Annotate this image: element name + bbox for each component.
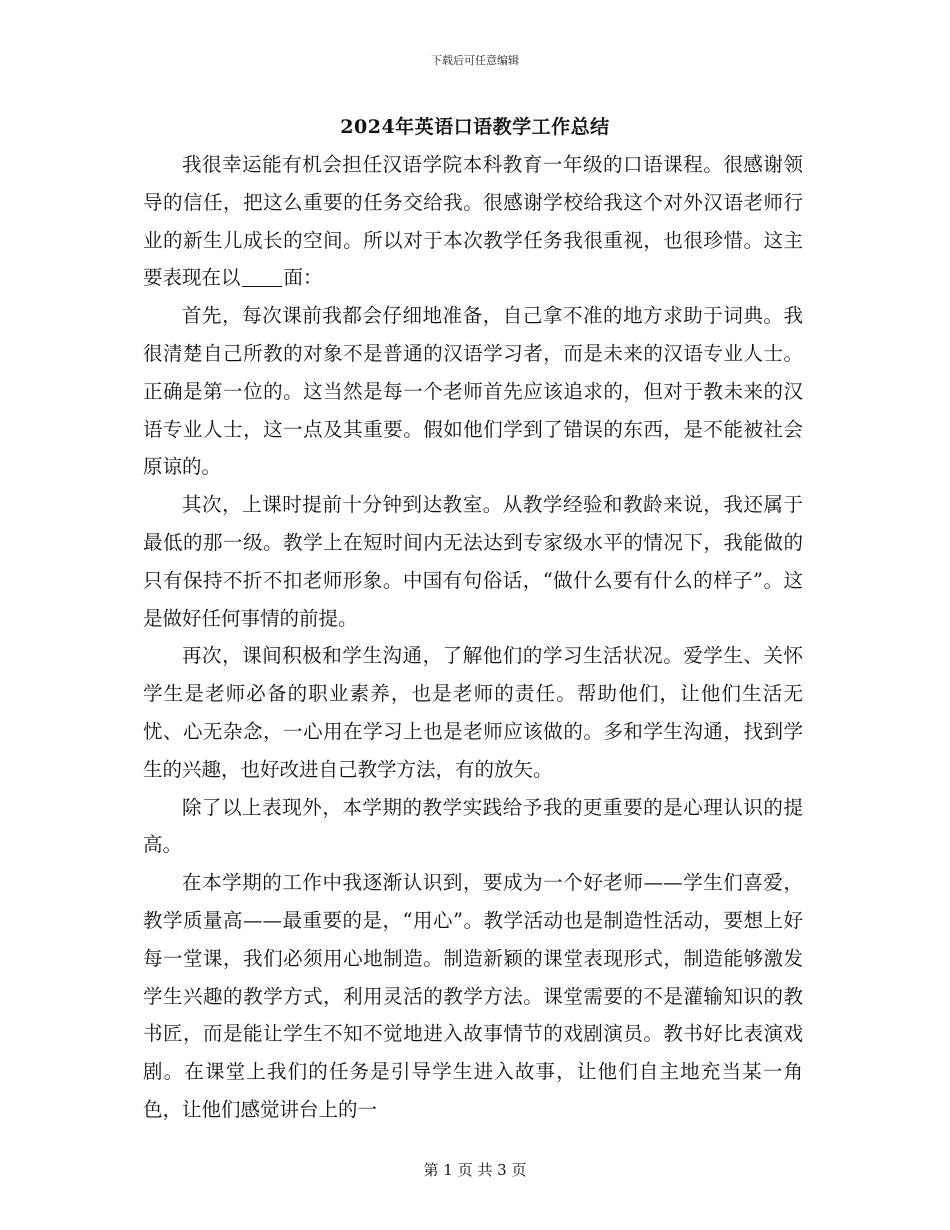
page-number: 第 1 页 共 3 页 [423,1161,527,1179]
document-body [143,146,803,1129]
paragraph-intro-tail: 面： [283,266,323,290]
paragraph-reflection: 在本学期的工作中我逐渐认识到，要成为一个好老师——学生们喜爱，教学质量高——最重要的是，“用心”。教学活动也是制造性活动，要想上好每一堂课，我们必须用心地制造。制造新颖的课堂表现形式，制造能够激发学生兴趣的教学方式，利用灵活的教学方法。课堂需要的不是灌输知识的教书匠，而是能让学生不知不觉地进入故事情节的戏剧演员。教书好比表演戏剧。在课堂上我们的任务是引导学生进入故事，让他们自主地充当某一角色，让他们感觉讲台上的一 [143,871,803,1121]
header-note: 下载后可任意编辑 [431,54,519,67]
paragraph-third: 再次，课间积极和学生沟通，了解他们的学习生活状况。爱学生、关怀学生是老师必备的职业素养，也是老师的责任。帮助他们，让他们生活无忧、心无杂念，一心用在学习上也是老师应该做的。多和学生沟通，找到学生的兴趣，也好改进自己教学方法，有的放矢。 [143,644,803,781]
paragraph-summary: 除了以上表现外，本学期的教学实践给予我的更重要的是心理认识的提高。 [143,795,803,857]
blank-underline [242,267,283,288]
paragraph-intro-text: 我很幸运能有机会担任汉语学院本科教育一年级的口语课程。很感谢领导的信任，把这么重要的任务交给我。很感谢学校给我这个对外汉语老师行业的新生儿成长的空间。所以对于本次教学任务我很重视，也很珍惜。这主要表现在以 [143,153,803,290]
document-title: 2024年英语口语教学工作总结 [340,116,610,138]
paragraph-second: 其次，上课时提前十分钟到达教室。从教学经验和教龄来说，我还属于最低的那一级。教学上在短时间内无法达到专家级水平的情况下，我能做的只有保持不折不扣老师形象。中国有句俗话，“做什么要有什么的样子”。这是做好任何事情的前提。 [143,493,803,630]
paragraph-intro [143,146,803,297]
paragraph-first: 首先，每次课前我都会仔细地准备，自己拿不准的地方求助于词典。我很清楚自己所教的对象不是普通的汉语学习者，而是未来的汉语专业人士。正确是第一位的。这当然是每一个老师首先应该追求的，但对于教未来的汉语专业人士，这一点及其重要。假如他们学到了错误的东西，是不能被社会原谅的。 [143,304,803,479]
